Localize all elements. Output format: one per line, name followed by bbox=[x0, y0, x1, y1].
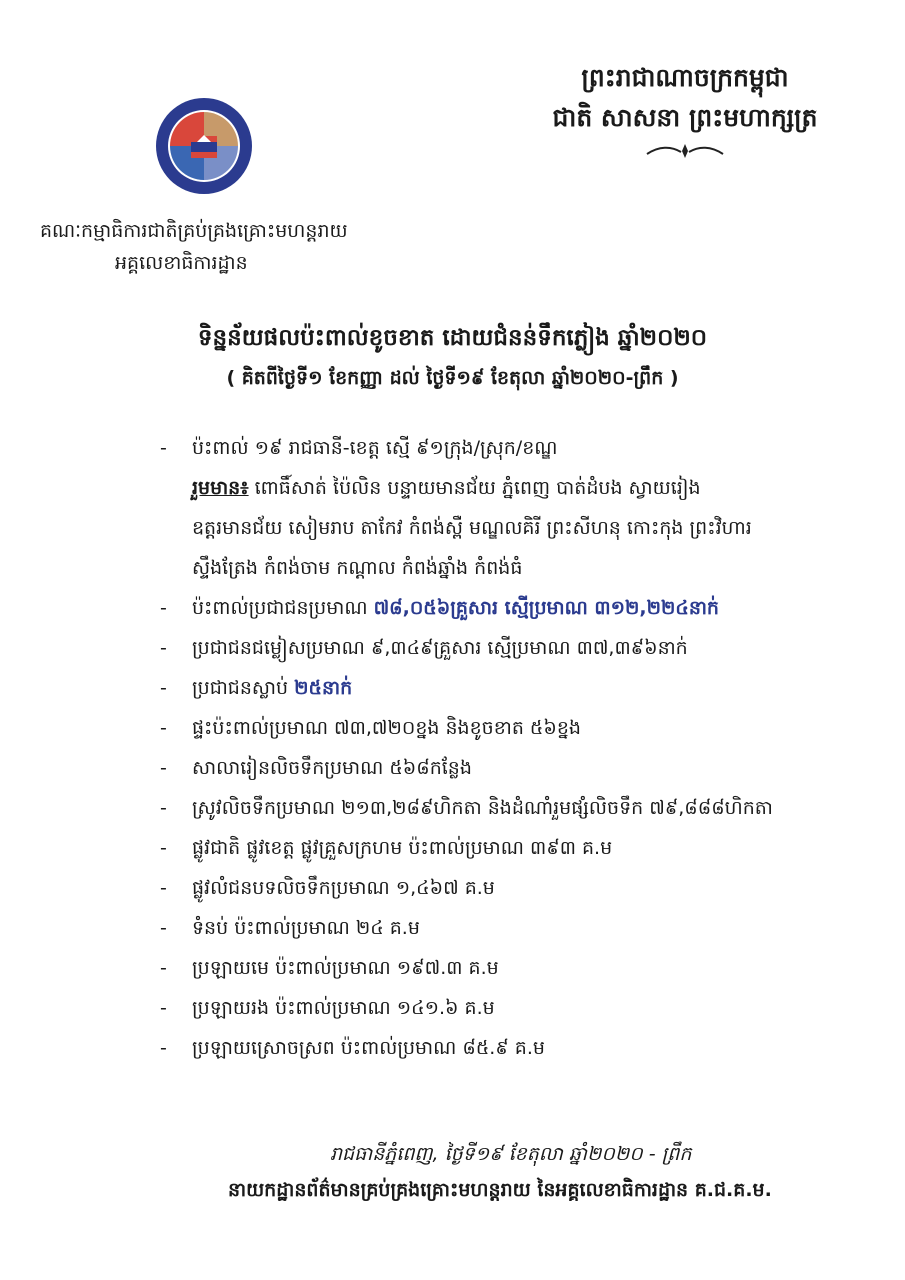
main-canals-text: ប្រឡាយមេ ប៉ះពាល់ប្រមាណ ១៩៧.៣ គ.ម bbox=[192, 957, 499, 979]
national-motto: ជាតិ សាសនា ព្រះមហាក្សត្រ bbox=[552, 103, 818, 132]
deaths-prefix: ប្រជាជនស្លាប់ bbox=[192, 677, 295, 699]
irrigation-canals-text: ប្រឡាយស្រោចស្រព ប៉ះពាល់ប្រមាណ ៨៥.៩ គ.ម bbox=[192, 1037, 545, 1059]
committee-name: គណៈកម្មាធិការជាតិគ្រប់គ្រងគ្រោះមហន្តរាយ bbox=[40, 220, 348, 242]
ornament-icon bbox=[645, 142, 725, 160]
bullet-dash: - bbox=[160, 437, 167, 459]
issuing-department: នាយកដ្ឋានព័ត៌មានគ្រប់គ្រងគ្រោះមហន្តរាយ នៃអគ្គលេខាធិការដ្ឋាន គ.ជ.គ.ម. bbox=[228, 1179, 772, 1201]
houses-text: ផ្ទះប៉ះពាល់ប្រមាណ ៧៣,៧២០ខ្នង និងខូចខាត ៥៦ខ្នង bbox=[192, 717, 581, 739]
list-item bbox=[160, 908, 880, 948]
bullet-dash: - bbox=[160, 837, 167, 859]
deaths-value: ២៥នាក់ bbox=[294, 677, 353, 699]
kingdom-name: ព្រះរាជាណាចក្រកម្ពុជា bbox=[581, 63, 789, 92]
list-item bbox=[160, 1028, 880, 1068]
secretariat-name: អគ្គលេខាធិការដ្ឋាន bbox=[115, 252, 248, 274]
report-period: ( គិតពីថ្ងៃទី១ ខែកញ្ញា ដល់ ថ្ងៃទី១៩ ខែតុលា ឆ្នាំ២០២០-ព្រឹក ) bbox=[226, 367, 679, 389]
bullet-dash: - bbox=[160, 677, 167, 699]
rural-roads-text: ផ្លូវលំជនបទលិចទឹកប្រមាណ ១,៤៦៧ គ.ម bbox=[192, 877, 495, 899]
list-item bbox=[160, 708, 880, 748]
evacuated-text: ប្រជាជនជម្លៀសប្រមាណ ៩,៣៤៩គ្រួសារ ស្មើប្រមាណ ៣៧,៣៩៦នាក់ bbox=[192, 637, 688, 659]
bullet-dash: - bbox=[160, 597, 167, 619]
affected-prefix: ប៉ះពាល់ប្រជាជនប្រមាណ bbox=[192, 597, 374, 619]
bullet-dash: - bbox=[160, 797, 167, 819]
secondary-canals-text: ប្រឡាយរង ប៉ះពាល់ប្រមាណ ១៤១.៦ គ.ម bbox=[192, 997, 495, 1019]
bullet-dash: - bbox=[160, 957, 167, 979]
list-item bbox=[160, 868, 880, 908]
list-item bbox=[160, 628, 880, 668]
list-item bbox=[160, 748, 880, 788]
report-title-block bbox=[0, 318, 905, 394]
list-item bbox=[160, 588, 880, 628]
kingdom-motto bbox=[520, 58, 850, 164]
provinces-summary: ប៉ះពាល់ ១៩ រាជធានី-ខេត្ត ស្មើ ៩១ក្រុង/ស្រុក/ខណ្ឌ bbox=[192, 437, 558, 459]
provinces-line3: ស្ទឹងត្រែង កំពង់ចាម កណ្ដាល កំពង់ឆ្នាំង កំពង់ធំ bbox=[192, 557, 523, 579]
provinces-line1: ពោធិ៍សាត់ ប៉ៃលិន បន្ទាយមានជ័យ ភ្នំពេញ បាត់ដំបង ស្វាយរៀង bbox=[248, 477, 701, 499]
list-item bbox=[160, 948, 880, 988]
provinces-label: រួមមាន៖ bbox=[192, 477, 249, 499]
provinces-list bbox=[160, 468, 880, 588]
list-item bbox=[160, 988, 880, 1028]
affected-value: ៧៨,០៥៦គ្រួសារ ស្មើប្រមាណ ៣១២,២២៤នាក់ bbox=[373, 597, 719, 619]
bullet-dash: - bbox=[160, 757, 167, 779]
provinces-line2: ឧត្តរមានជ័យ សៀមរាប តាកែវ កំពង់ស្ពឺ មណ្ឌលគិរី ព្រះសីហនុ កោះកុង ព្រះវិហារ bbox=[192, 517, 752, 539]
dams-text: ទំនប់ ប៉ះពាល់ប្រមាណ ២៤ គ.ម bbox=[192, 917, 420, 939]
issuing-authority bbox=[40, 215, 348, 279]
list-item bbox=[160, 428, 880, 468]
bullet-dash: - bbox=[160, 877, 167, 899]
issue-date: រាជធានីភ្នំពេញ, ថ្ងៃទី១៩ ខែតុលា ឆ្នាំ២០២០ - ព្រឹក bbox=[330, 1143, 692, 1165]
schools-text: សាលារៀនលិចទឹកប្រមាណ ៥៦៨កន្លែង bbox=[192, 757, 472, 779]
list-item bbox=[160, 828, 880, 868]
bullet-dash: - bbox=[160, 997, 167, 1019]
list-item bbox=[160, 788, 880, 828]
report-title: ទិន្នន័យផលប៉ះពាល់ខូចខាត ដោយជំនន់ទឹកភ្លៀង ឆ្នាំ២០២០ bbox=[197, 325, 708, 351]
bullet-dash: - bbox=[160, 717, 167, 739]
ricefields-text: ស្រូវលិចទឹកប្រមាណ ២១៣,២៨៩ហិកតា និងដំណាំរួមផ្សំលិចទឹក ៧៩,៨៨៨ហិកតា bbox=[192, 797, 773, 819]
bullet-dash: - bbox=[160, 917, 167, 939]
national-roads-text: ផ្លូវជាតិ ផ្លូវខេត្ត ផ្លូវគ្រួសក្រហម ប៉ះពាល់ប្រមាណ ៣៩៣ គ.ម bbox=[192, 837, 613, 859]
ncdm-logo bbox=[145, 96, 263, 196]
bullet-dash: - bbox=[160, 637, 167, 659]
damage-list bbox=[160, 428, 880, 1068]
bullet-dash: - bbox=[160, 1037, 167, 1059]
list-item bbox=[160, 668, 880, 708]
